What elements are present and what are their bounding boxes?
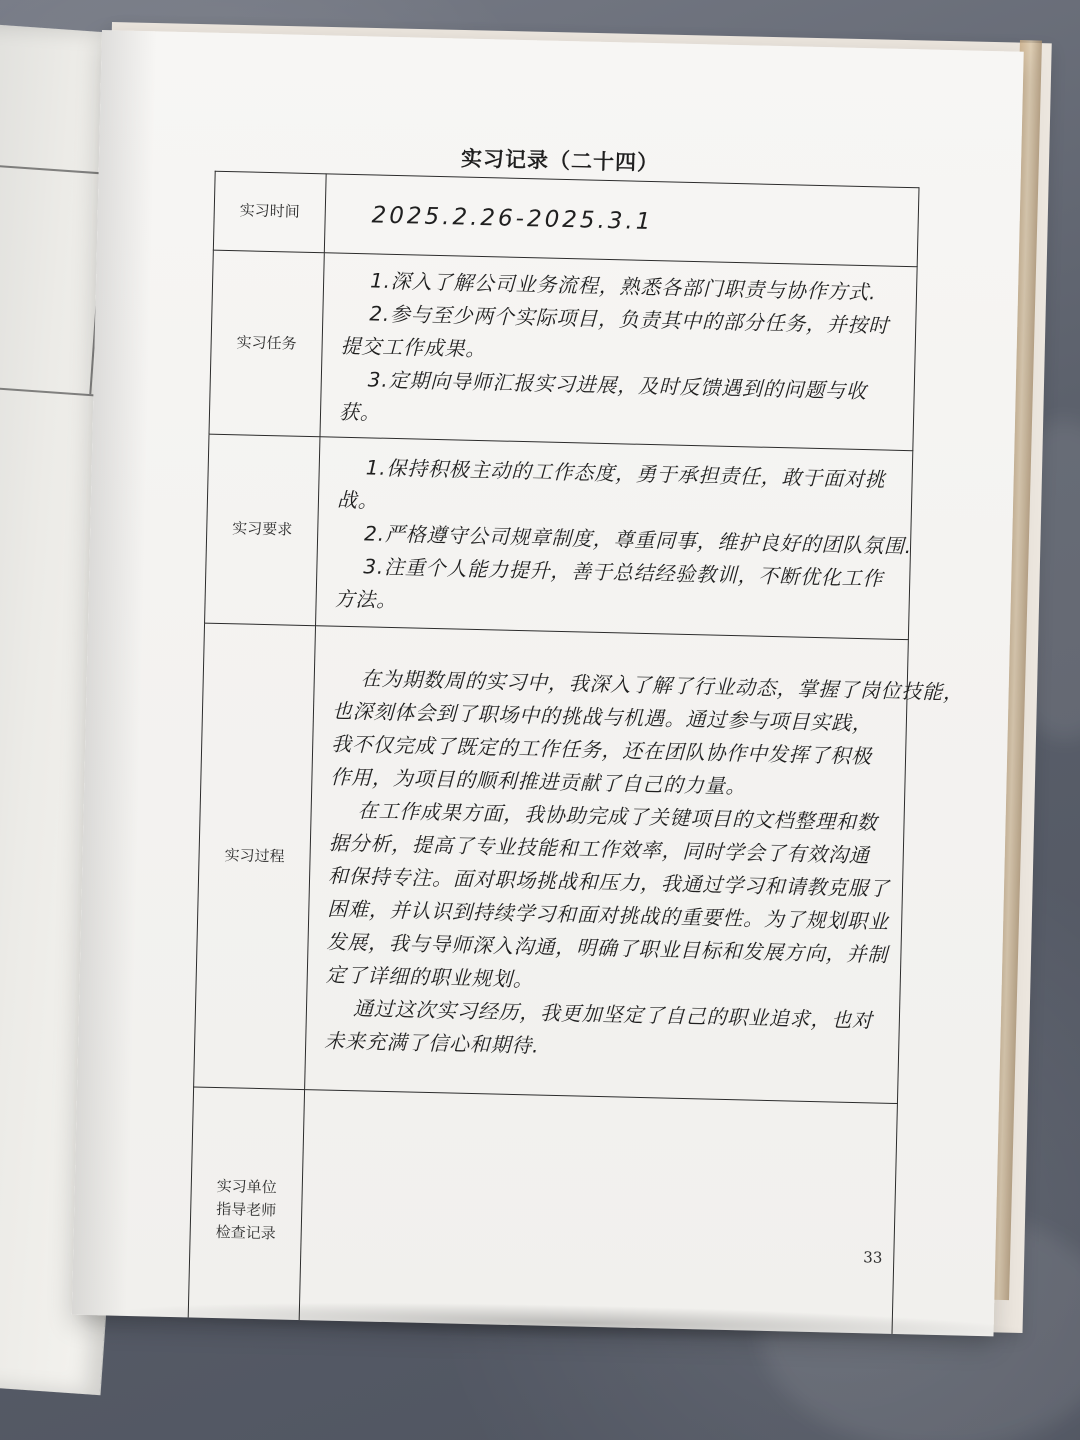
process-line: 定了详细的职业规划。	[325, 962, 535, 991]
process-line: 也深刻体会到了职场中的挑战与机遇。通过参与项目实践，	[331, 698, 873, 735]
requirement-line: 1.保持积极主动的工作态度，勇于承担责任，敢于面对挑	[365, 454, 886, 492]
process-line: 困难，并认识到持续学习和面对挑战的重要性。为了规划职业	[327, 896, 890, 934]
process-row	[194, 623, 909, 1103]
time-label: 实习时间	[213, 171, 326, 253]
process-line: 发展，我与导师深入沟通，明确了职业目标和发展方向，并制	[326, 929, 889, 967]
process-line: 在工作成果方面，我协助完成了关键项目的文档整理和数	[357, 797, 878, 834]
process-label: 实习过程	[194, 623, 316, 1089]
task-content	[320, 253, 917, 451]
task-line: 提交工作成果。	[340, 333, 487, 362]
process-line: 在为期数周的实习中，我深入了解了行业动态，掌握了岗位技能，	[360, 665, 965, 704]
process-line: 通过这次实习经历，我更加坚定了自己的职业追求，也对	[352, 995, 874, 1032]
task-label: 实习任务	[209, 250, 324, 437]
record-table	[187, 171, 965, 1337]
requirement-line: 方法。	[334, 586, 398, 612]
task-row	[209, 250, 917, 451]
task-line: 获。	[338, 399, 381, 425]
requirement-line: 2.严格遵守公司规章制度，尊重同事，维护良好的团队氛围.	[363, 520, 913, 558]
task-line: 2.参与至少两个实际项目，负责其中的部分任务，并按时	[369, 301, 890, 338]
process-line: 我不仅完成了既定的工作任务，还在团队协作中发挥了积极	[330, 731, 873, 768]
time-content	[324, 174, 919, 267]
requirement-content	[316, 437, 913, 640]
page-number: 33	[863, 1248, 883, 1267]
check-content	[299, 1090, 898, 1337]
requirement-line: 战。	[336, 487, 379, 513]
task-line: 1.深入了解公司业务流程，熟悉各部门职责与协作方式.	[369, 268, 877, 305]
process-line: 作用，为项目的顺利推进贡献了自己的力量。	[330, 764, 747, 798]
requirement-label: 实习要求	[205, 434, 320, 626]
check-label: 实习单位 指导老师 检查记录	[188, 1087, 305, 1334]
time-value: 2025.2.26-2025.3.1	[371, 201, 654, 235]
process-line: 据分析，提高了专业技能和工作效率，同时学会了有效沟通	[328, 830, 870, 867]
record-title: 实习记录（二十四）	[460, 145, 660, 176]
task-line: 3.定期向导师汇报实习进展，及时反馈遇到的问题与收	[367, 367, 868, 404]
requirement-row	[205, 434, 913, 640]
process-line: 未来充满了信心和期待.	[323, 1028, 540, 1058]
process-content	[305, 626, 965, 1104]
requirement-line: 3.注重个人能力提升，善于总结经验教训，不断优化工作	[363, 553, 884, 591]
process-line: 和保持专注。面对职场挑战和压力，我通过学习和请教克服了	[327, 863, 890, 901]
record-page	[72, 30, 1024, 1336]
